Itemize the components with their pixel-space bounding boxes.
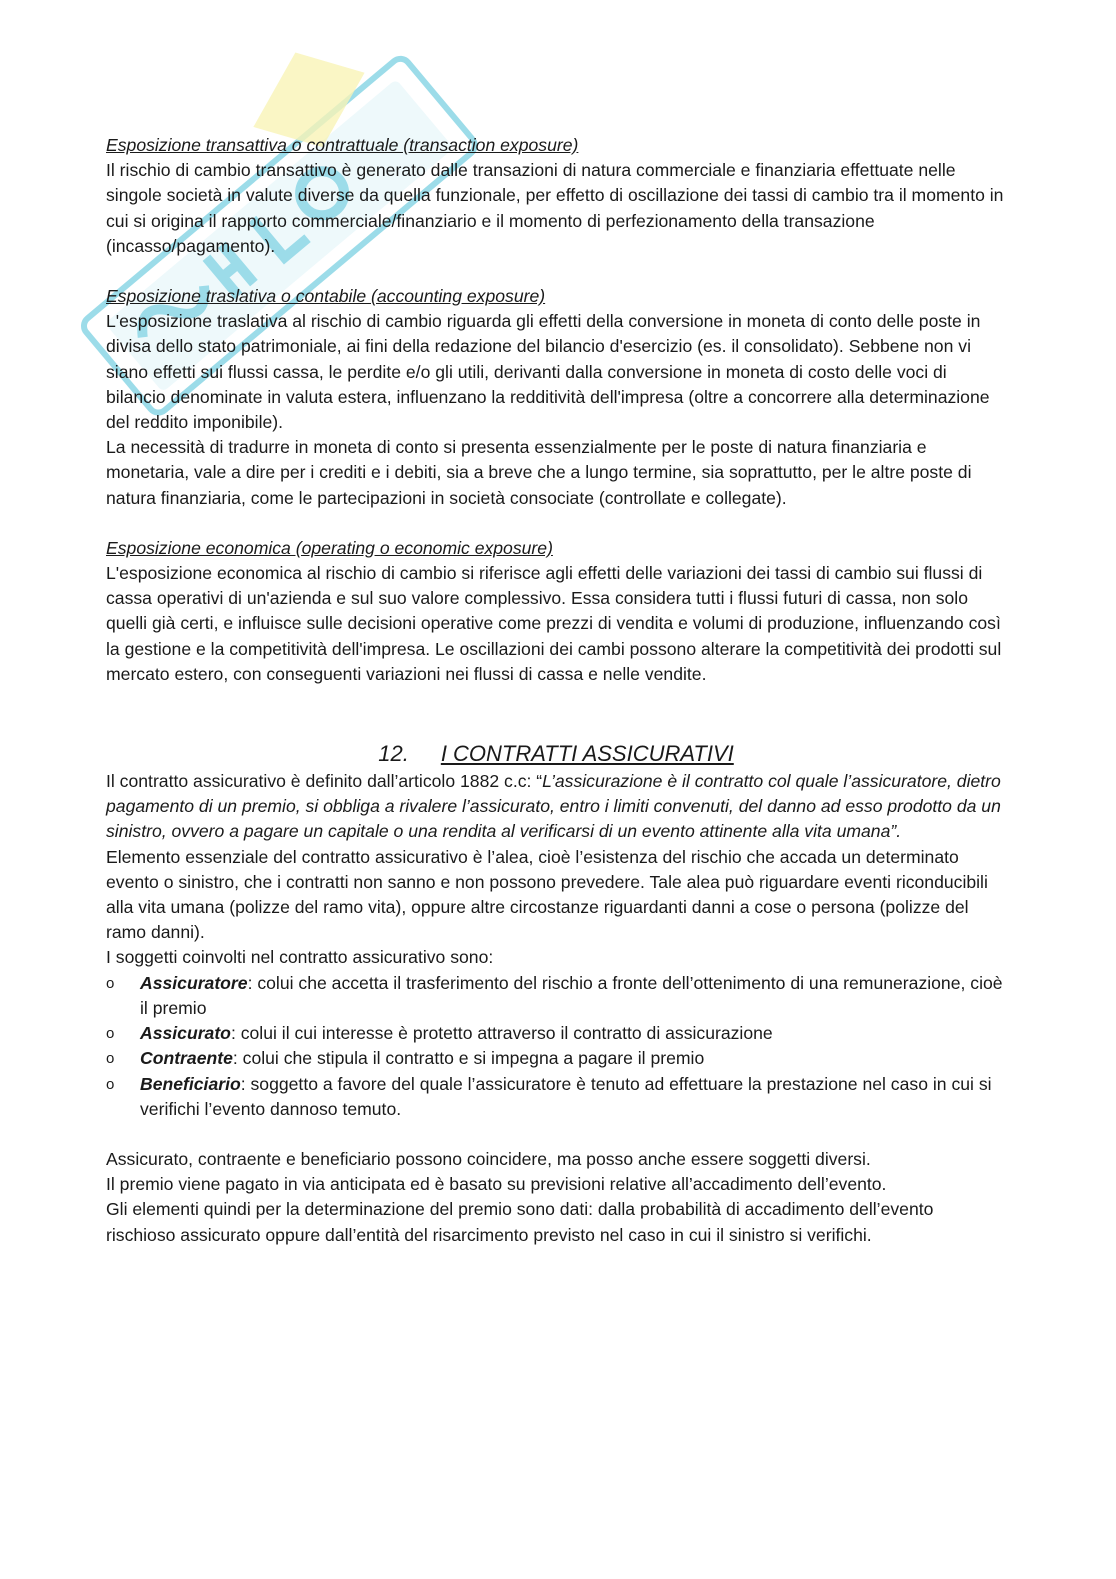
paragraph-alea: Elemento essenziale del contratto assicurativo è l’alea, cioè l’esistenza del rischio che accada un determinato evento o sinistro, che i contratti non sanno e non possono prevedere. Tale alea può riguardare eventi riconducibili alla vita umana (polizze del ramo vita), oppure altre circostanze riguardanti danni a cose o persona (polizze del ramo danni). [106,846,988,943]
section-title-transaction-exposure: Esposizione transattiva o contrattuale (transaction exposure) [106,135,579,155]
subject-desc: : soggetto a favore del quale l’assicuratore è tenuto ad effettuare la prestazione nel caso in cui si verifichi l’evento dannoso temuto. [140,1073,992,1119]
subject-term: Beneficiario [140,1073,241,1094]
document-body [106,133,1006,1248]
subject-term: Contraente [140,1048,233,1069]
subject-desc: : colui che stipula il contratto e si impegna a pagare il premio [232,1048,705,1069]
definition-intro: Il contratto assicurativo è definito dall’articolo 1882 c.c: “ [106,771,543,792]
paragraph-economic-exposure: L'esposizione economica al rischio di cambio si riferisce agli effetti delle variazioni dei tassi di cambio sui flussi di cassa operativi di un'azienda e sul suo valore complessivo. Essa considera tutti i flussi futuri di cassa, non solo quelli già certi, e influisce sulle decisioni operative come prezzi di vendita e volumi di produzione, influenzando così la gestione e la competitività dell'impresa. Le oscillazioni dei cambi possono alterare la competitività dei prodotti sul mercato estero, con conseguenti variazioni nei flussi di cassa e nelle vendite. [106,563,1002,684]
subjects-list [106,971,1006,1122]
bullet-icon: o [106,1075,115,1093]
paragraph-definition [106,769,1006,845]
chapter-title: I CONTRATTI ASSICURATIVI [440,741,734,767]
subjects-intro: I soggetti coinvolti nel contratto assicurativo sono: [106,947,494,968]
paragraph-closing-2: Il premio viene pagato in via anticipata ed è basato su previsioni relative all’accadimento dell’evento. [106,1174,887,1195]
subject-term: Assicurato [140,1023,231,1044]
paragraph-transaction-exposure: Il rischio di cambio transattivo è generato dalle transazioni di natura commerciale e finanziaria effettuate nelle singole società in valute diverse da quella funzionale, per effetto di oscillazione dei tassi di cambio tra il momento in cui si origina il rapporto commerciale/finanziario e il momento di perfezionamento della transazione (incasso/pagamento). [106,160,1004,256]
paragraph-closing-1: Assicurato, contraente e beneficiario possono coincidere, ma posso anche essere soggetti diversi. [106,1148,871,1169]
chapter-number: 12. [378,741,409,767]
subject-desc: : colui che accetta il trasferimento del rischio a fronte dell’ottenimento di una remunerazione, cioè il premio [140,972,1003,1018]
section-title-accounting-exposure: Esposizione traslativa o contabile (accounting exposure) [106,286,546,307]
paragraph-accounting-exposure-1: L'esposizione traslativa al rischio di cambio riguarda gli effetti della conversione in moneta di conto delle poste in divisa dello stato patrimoniale, ai fini della redazione del bilancio d'esercizio (es. il consolidato). Sebbene non vi siano effetti sui flussi cassa, le perdite e/o gli utili, derivanti dalla conversione in moneta di costo delle voci di bilancio denominate in valuta estera, influenzano la redditività dell'impresa (oltre a concorrere alla determinazione del reddito imponibile). [106,311,990,433]
chapter-heading [106,735,1006,769]
bullet-icon: o [106,1025,115,1043]
bullet-icon: o [106,974,115,992]
definition-quote: L’assicurazione è il contratto col quale l’assicuratore, dietro pagamento di un premio, si obbliga a rivalere l’assicurato, entro i limiti convenuti, del danno ad esso prodotto da un sinistro, ovvero a pagare un capitale o una rendita al verificarsi di un evento attinente alla vita umana”. [106,771,1001,842]
list-item [106,1046,1006,1071]
subject-term: Assicuratore [140,972,248,993]
list-item [106,1072,1006,1122]
subject-desc: : colui il cui interesse è protetto attraverso il contratto di assicurazione [230,1023,773,1044]
list-item [106,971,1006,1021]
section-title-economic-exposure: Esposizione economica (operating o economic exposure) [106,537,553,558]
list-item [106,1021,1006,1046]
bullet-icon: o [106,1050,115,1068]
paragraph-accounting-exposure-2: La necessità di tradurre in moneta di conto si presenta essenzialmente per le poste di natura finanziaria e monetaria, vale a dire per i crediti e i debiti, sia a breve che a lungo termine, sia soprattutto, per le altre poste di natura finanziaria, come le partecipazioni in società consociate (controllate e collegate). [106,437,972,508]
paragraph-closing-3: Gli elementi quindi per la determinazione del premio sono dati: dalla probabilità di accadimento dell’evento rischioso assicurato oppure dall’entità del risarcimento previsto nel caso in cui il sinistro si verifichi. [106,1199,934,1245]
